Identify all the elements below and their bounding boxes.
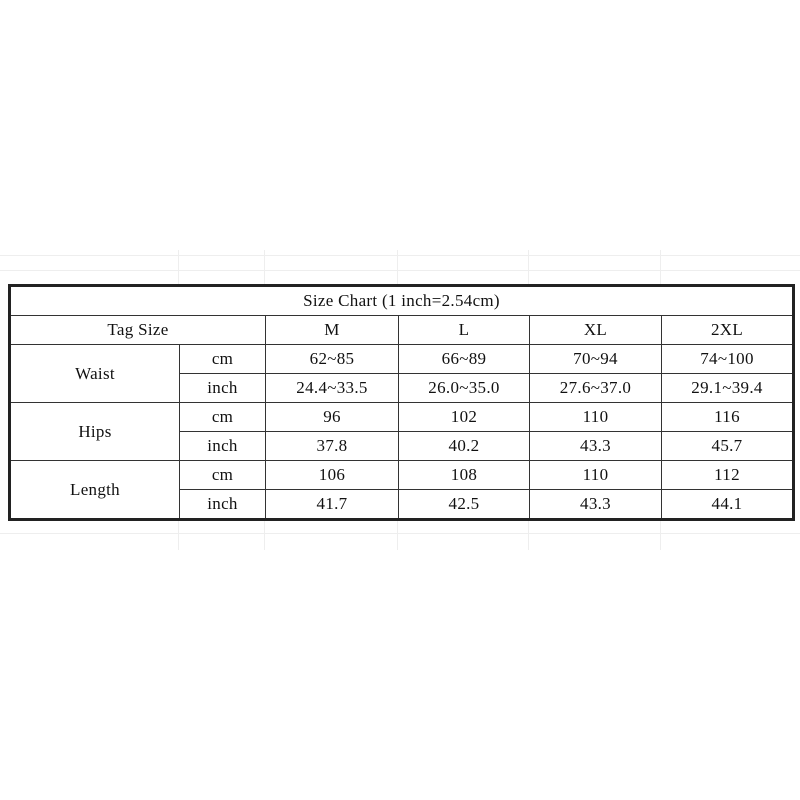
size-header-xl: XL <box>530 316 662 345</box>
table-cell: 27.6~37.0 <box>530 374 662 403</box>
unit-label: inch <box>180 432 266 461</box>
gridline <box>0 270 800 271</box>
table-cell: 29.1~39.4 <box>662 374 794 403</box>
table-cell: 41.7 <box>266 490 399 520</box>
measure-label-waist: Waist <box>10 345 180 403</box>
gridline <box>0 255 800 256</box>
table-cell: 108 <box>399 461 530 490</box>
measure-label-length: Length <box>10 461 180 520</box>
table-cell: 106 <box>266 461 399 490</box>
table-row <box>10 403 794 432</box>
table-cell: 37.8 <box>266 432 399 461</box>
size-chart-table <box>8 284 795 521</box>
unit-label: cm <box>180 345 266 374</box>
table-cell: 26.0~35.0 <box>399 374 530 403</box>
table-cell: 74~100 <box>662 345 794 374</box>
table-cell: 112 <box>662 461 794 490</box>
table-row <box>10 345 794 374</box>
table-cell: 40.2 <box>399 432 530 461</box>
size-header-2xl: 2XL <box>662 316 794 345</box>
table-cell: 44.1 <box>662 490 794 520</box>
table-cell: 43.3 <box>530 490 662 520</box>
unit-label: inch <box>180 374 266 403</box>
measure-label-hips: Hips <box>10 403 180 461</box>
header-row <box>10 316 794 345</box>
size-header-m: M <box>266 316 399 345</box>
size-chart-title: Size Chart (1 inch=2.54cm) <box>10 286 794 316</box>
unit-label: inch <box>180 490 266 520</box>
title-row <box>10 286 794 316</box>
table-cell: 45.7 <box>662 432 794 461</box>
table-cell: 62~85 <box>266 345 399 374</box>
tag-size-label: Tag Size <box>10 316 266 345</box>
table-cell: 66~89 <box>399 345 530 374</box>
table-cell: 110 <box>530 461 662 490</box>
table-cell: 70~94 <box>530 345 662 374</box>
table-cell: 102 <box>399 403 530 432</box>
table-cell: 110 <box>530 403 662 432</box>
table-cell: 42.5 <box>399 490 530 520</box>
table-cell: 116 <box>662 403 794 432</box>
unit-label: cm <box>180 461 266 490</box>
table-cell: 43.3 <box>530 432 662 461</box>
table-cell: 24.4~33.5 <box>266 374 399 403</box>
table-row <box>10 461 794 490</box>
gridline <box>0 533 800 534</box>
table-cell: 96 <box>266 403 399 432</box>
size-header-l: L <box>399 316 530 345</box>
unit-label: cm <box>180 403 266 432</box>
